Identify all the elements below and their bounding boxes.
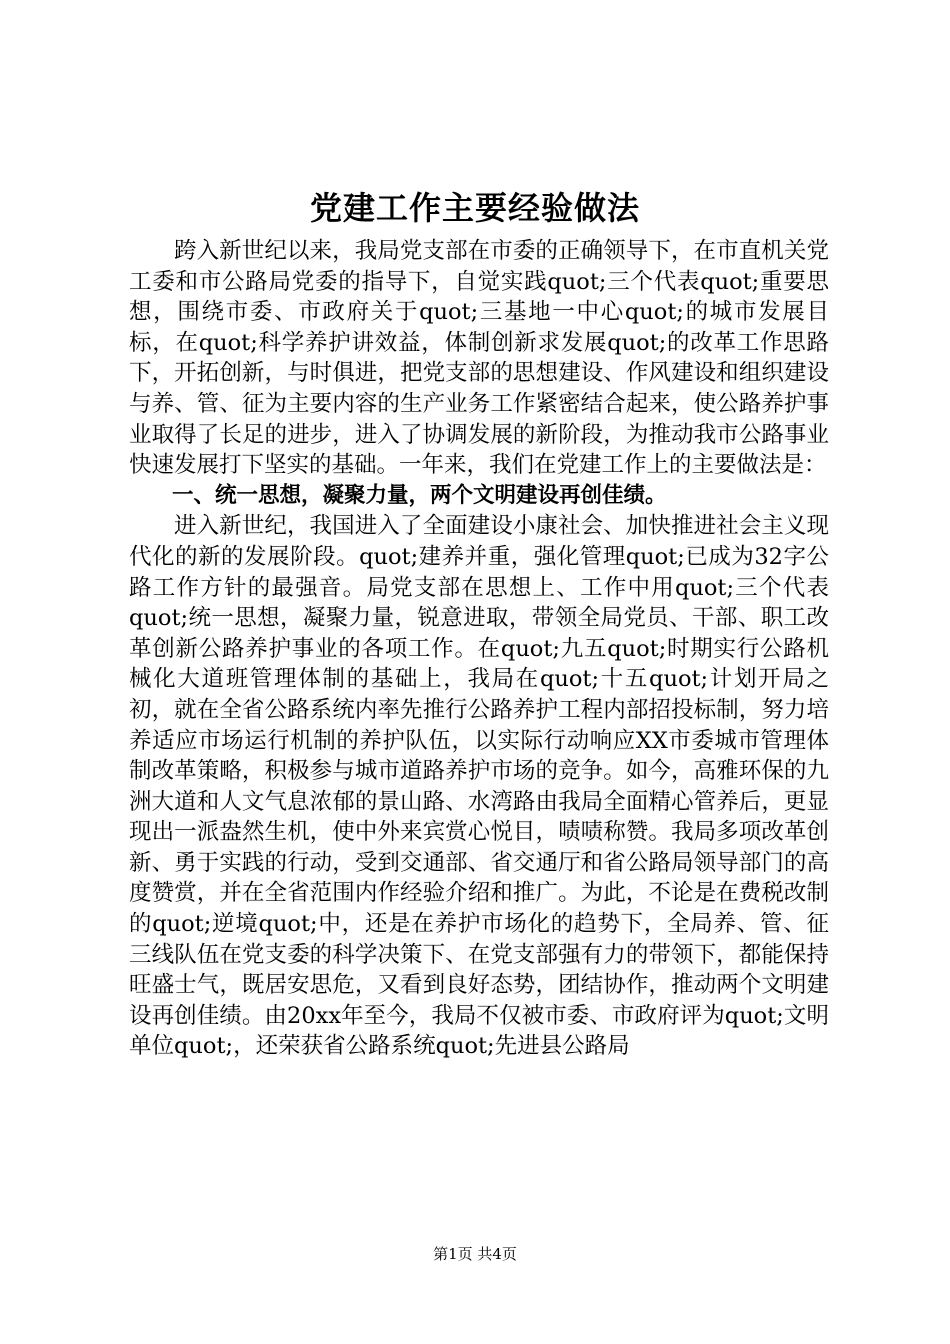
body-paragraph-section-1: 进入新世纪，我国进入了全面建设小康社会、加快推进社会主义现代化的新的发展阶段。quot;建养并重，强化管理quot;已成为32字公路工作方针的最强音。局党支部在思想上、工作中用quot;三个代表quot;统一思想，凝聚力量，锐意进取，带领全局党员、干部、职工改革创新公路养护事业的各项工作。在quot;九五quot;时期实行公路机械化大道班管理体制的基础上，我局在quot;十五quot;计划开局之初，就在全省公路系统内率先推行公路养护工程内部招投标制，努力培养适应市场运行机制的养护队伍，以实际行动响应XX市委城市管理体制改革策略，积极参与城市道路养护市场的竞争。如今，高雅环保的九洲大道和人文气息浓郁的景山路、水湾路由我局全面精心管养后，更显现出一派盎然生机，使中外来宾赏心悦目，啧啧称赞。我局多项改革创新、勇于实践的行动，受到交通部、省交通厅和省公路局领导部门的高度赞赏，并在全省范围内作经验介绍和推广。为此，不论是在费税改制的quot;逆境quot;中，还是在养护市场化的趋势下，全局养、管、征三线队伍在党支委的科学决策下、在党支部强有力的带领下，都能保持旺盛士气，既居安思危，又看到良好态势，团结协作，推动两个文明建设再创佳绩。由20xx年至今，我局不仅被市委、市政府评为quot;文明单位quot;，还荣获省公路系统quot;先进县公路局 bbox=[129, 513, 829, 1060]
page-footer: 第1页 共4页 bbox=[433, 1245, 517, 1263]
body-paragraph-intro: 跨入新世纪以来，我局党支部在市委的正确领导下，在市直机关党工委和市公路局党委的指导下，自觉实践quot;三个代表quot;重要思想，围绕市委、市政府关于quot;三基地一中心quot;的城市发展目标，在quot;科学养护讲效益，体制创新求发展quot;的改革工作思路下，开拓创新，与时俱进，把党支部的思想建设、作风建设和组织建设与养、管、征为主要内容的生产业务工作紧密结合起来，使公路养护事业取得了长足的进步，进入了协调发展的新阶段，为推动我市公路事业快速发展打下坚实的基础。一年来，我们在党建工作上的主要做法是： bbox=[129, 238, 829, 479]
document-body bbox=[129, 236, 829, 1062]
section-heading-1: 一、统一思想，凝聚力量，两个文明建设再创佳绩。 bbox=[172, 482, 667, 508]
document-title: 党建工作主要经验做法 bbox=[309, 189, 640, 227]
